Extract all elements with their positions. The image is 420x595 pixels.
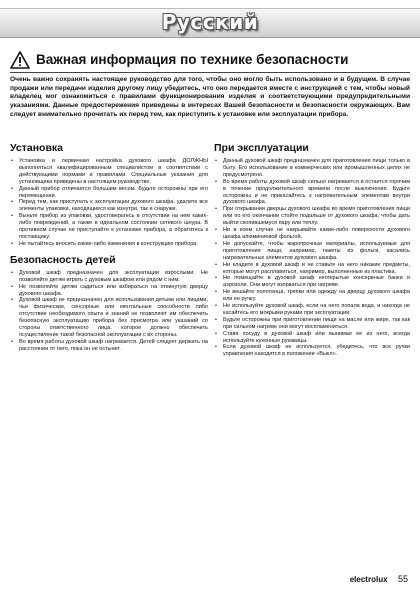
bullet-icon: • [11,213,13,220]
list-item [10,199,208,213]
list-item [10,297,208,338]
warning-triangle-icon [10,51,30,69]
list-item [214,289,410,303]
safety-title: Важная информация по технике безопасности [36,52,349,67]
list-item-text: Будьте осторожны при приготовлении пищи на масле или жире, так как при сильном нагреве они могут воспламениться. [223,316,410,330]
list-item [214,317,410,331]
bullet-icon: • [215,240,217,247]
list-item [214,227,410,241]
bullet-icon: • [215,227,217,234]
bullet-icon: • [215,178,217,185]
list-item-text: Не допускайте, чтобы жаропрочные материалы, используемые для приготовления пищи, например, пакеты из фольги, касались нагревательных элементов духового шкафа. [223,240,410,261]
list-item-text: Данный прибор отличается большим весом. Будьте осторожны при его перемещении. [19,185,208,199]
page-footer [350,569,408,587]
safety-intro: Очень важно сохранять настоящее руководство для того, чтобы оно могло быть использовано и в будущем. В случае продажи или передачи изделия другому лицу убедитесь, что оно передается вместе с инструкцией с тем, чтобы новый владелец мог ознакомиться с правилами функционирования изделия и соответствующими предупредительными указаниями. Данные предостережения приведены в интересах Вашей безопасности и безопасности окружающих. Вам следует внимательно прочитать их перед тем, как приступить к установке или эксплуатации прибора. [10,76,410,118]
bullet-icon: • [215,261,217,268]
bullet-icon: • [215,158,217,164]
brand-logo: electrolux [349,575,388,584]
list-item [214,275,410,289]
list-item-text: Не вешайте полотенца, тряпки или одежду на дверцу духового шкафа или ее ручку. [223,289,410,303]
list-item [214,262,410,276]
list-item-text: Данный духовой шкаф предназначен для приготовления пищи только в быту. Его использование в коммерческих или промышленных целях не предусмотрено. [223,158,410,178]
list-item [214,206,410,227]
bullet-icon: • [11,338,13,345]
safety-header [10,50,410,72]
bullet-icon: • [11,283,13,290]
list-item-text: Выньте прибор из упаковки, удостоверьтесь в отсутствии на нем каких-либо повреждений, а также в идеальном состоянии сетевого шнура. В противном случае не приступайте к установке прибора, а обратитесь к поставщику. [19,213,208,240]
bullet-icon: • [215,316,217,323]
list-item [214,331,410,345]
bullet-icon: • [11,297,13,304]
child-safety-heading: Безопасность детей [10,253,116,266]
list-item [214,241,410,262]
list-item [214,158,410,179]
list-item-text: Не позволяйте детям садиться или взбираться на откинутую дверцу духового шкафа. [19,283,208,297]
bullet-icon: • [11,269,13,276]
operation-list [214,158,410,358]
bullet-icon: • [11,185,13,192]
child-safety-list [10,270,208,353]
list-item [10,270,208,284]
list-item [214,179,410,207]
left-column [10,142,208,353]
list-item-text: Ни в коем случае не накрывайте какие-либо поверхности духового шкафа алюминиевой фольгой. [223,227,410,240]
list-item-text: Во время работы духовой шкаф нагревается. Детей следует держать на расстоянии от него, пока он не остынет. [19,338,208,352]
language-title: Русский [161,10,259,34]
list-item [10,339,208,353]
list-item-text: Не пытайтесь вносить какие-либо изменения в конструкцию прибора. [19,240,198,247]
bullet-icon: • [215,303,217,310]
list-item [214,303,410,317]
list-item [10,284,208,298]
list-item-text: Установка и первичная настройка духового шкафа ДОЛЖНЫ выполняться квалифицированным специалистом в соответствии с действующими нормами и правилами. Специальные указания для установщика приведены в настоящем руководстве. [19,158,208,185]
list-item [10,213,208,241]
list-item [10,241,208,248]
list-item-text: Духовой шкаф предназначен для эксплуатации взрослыми. Не позволяйте детям играть с духовым шкафом или рядом с ним. [19,269,208,283]
list-item-text: Не используйте духовой шкаф, если на него попала вода, и никогда не касайтесь его мокрыми руками при эксплуатации. [223,303,410,316]
installation-heading: Установка [10,142,63,154]
bullet-icon: • [215,330,217,337]
list-item-text: Во время работы духовой шкаф сильно нагревается и остается горячим в течение продолжительного времени после выключения. Будьте осторожны и не прикасайтесь к нагревательным элементам внутри духового шкафа. [223,178,410,206]
bullet-icon: • [215,289,217,296]
header-divider [10,72,410,73]
list-item-text: Перед тем, как приступать к эксплуатации духового шкафа, удалите все элементы упаковки, находящиеся как изнутри, так и снаружи. [19,199,208,213]
bullet-icon: • [215,344,217,351]
list-item [10,158,208,186]
bullet-icon: • [215,206,217,213]
operation-heading: При эксплуатации [214,142,309,154]
list-item-text: При открывании дверцы духового шкафа во время приготовления пищи или по его окончании стойте подальше от духового шкафа, чтобы дать выйти скопившемуся пару или теплу. [223,206,410,227]
installation-list [10,158,208,248]
page-number: 55 [397,574,408,584]
list-item-text: Если духовой шкаф не используется, убедитесь, что все ручки управления находятся в положении «Выкл». [223,344,410,358]
list-item-text: Не помещайте в духовой шкаф неоткрытые консервные банки и аэрозоли. Они могут взорваться при нагреве. [223,275,410,289]
list-item [214,344,410,358]
list-item-text: Ставя посуду в духовой шкаф или вынимая ее из него, всегда используйте кухонные рукавицы. [223,330,410,344]
bullet-icon: • [11,240,13,247]
bullet-icon: • [215,275,217,282]
bullet-icon: • [11,199,13,206]
list-item-text: Ни кладите в духовой шкаф и не ставьте на него никакие предметы, которые могут расплавиться, например, выполненные из пластика. [223,261,410,275]
bullet-icon: • [11,158,13,164]
right-column [214,142,410,358]
list-item [10,186,208,200]
list-item-text: Духовой шкаф не предназначен для использования детьми или лицами, чьи физические, сенсорные или ментальные способности либо отсутствие необходимого опыта и знаний не позволяют им обеспечить безопасную эксплуатацию прибора без присмотра или указаний со стороны ответственного лица, которое должно обеспечить осуществление такой безопасной эксплуатации с их стороны. [19,297,208,338]
